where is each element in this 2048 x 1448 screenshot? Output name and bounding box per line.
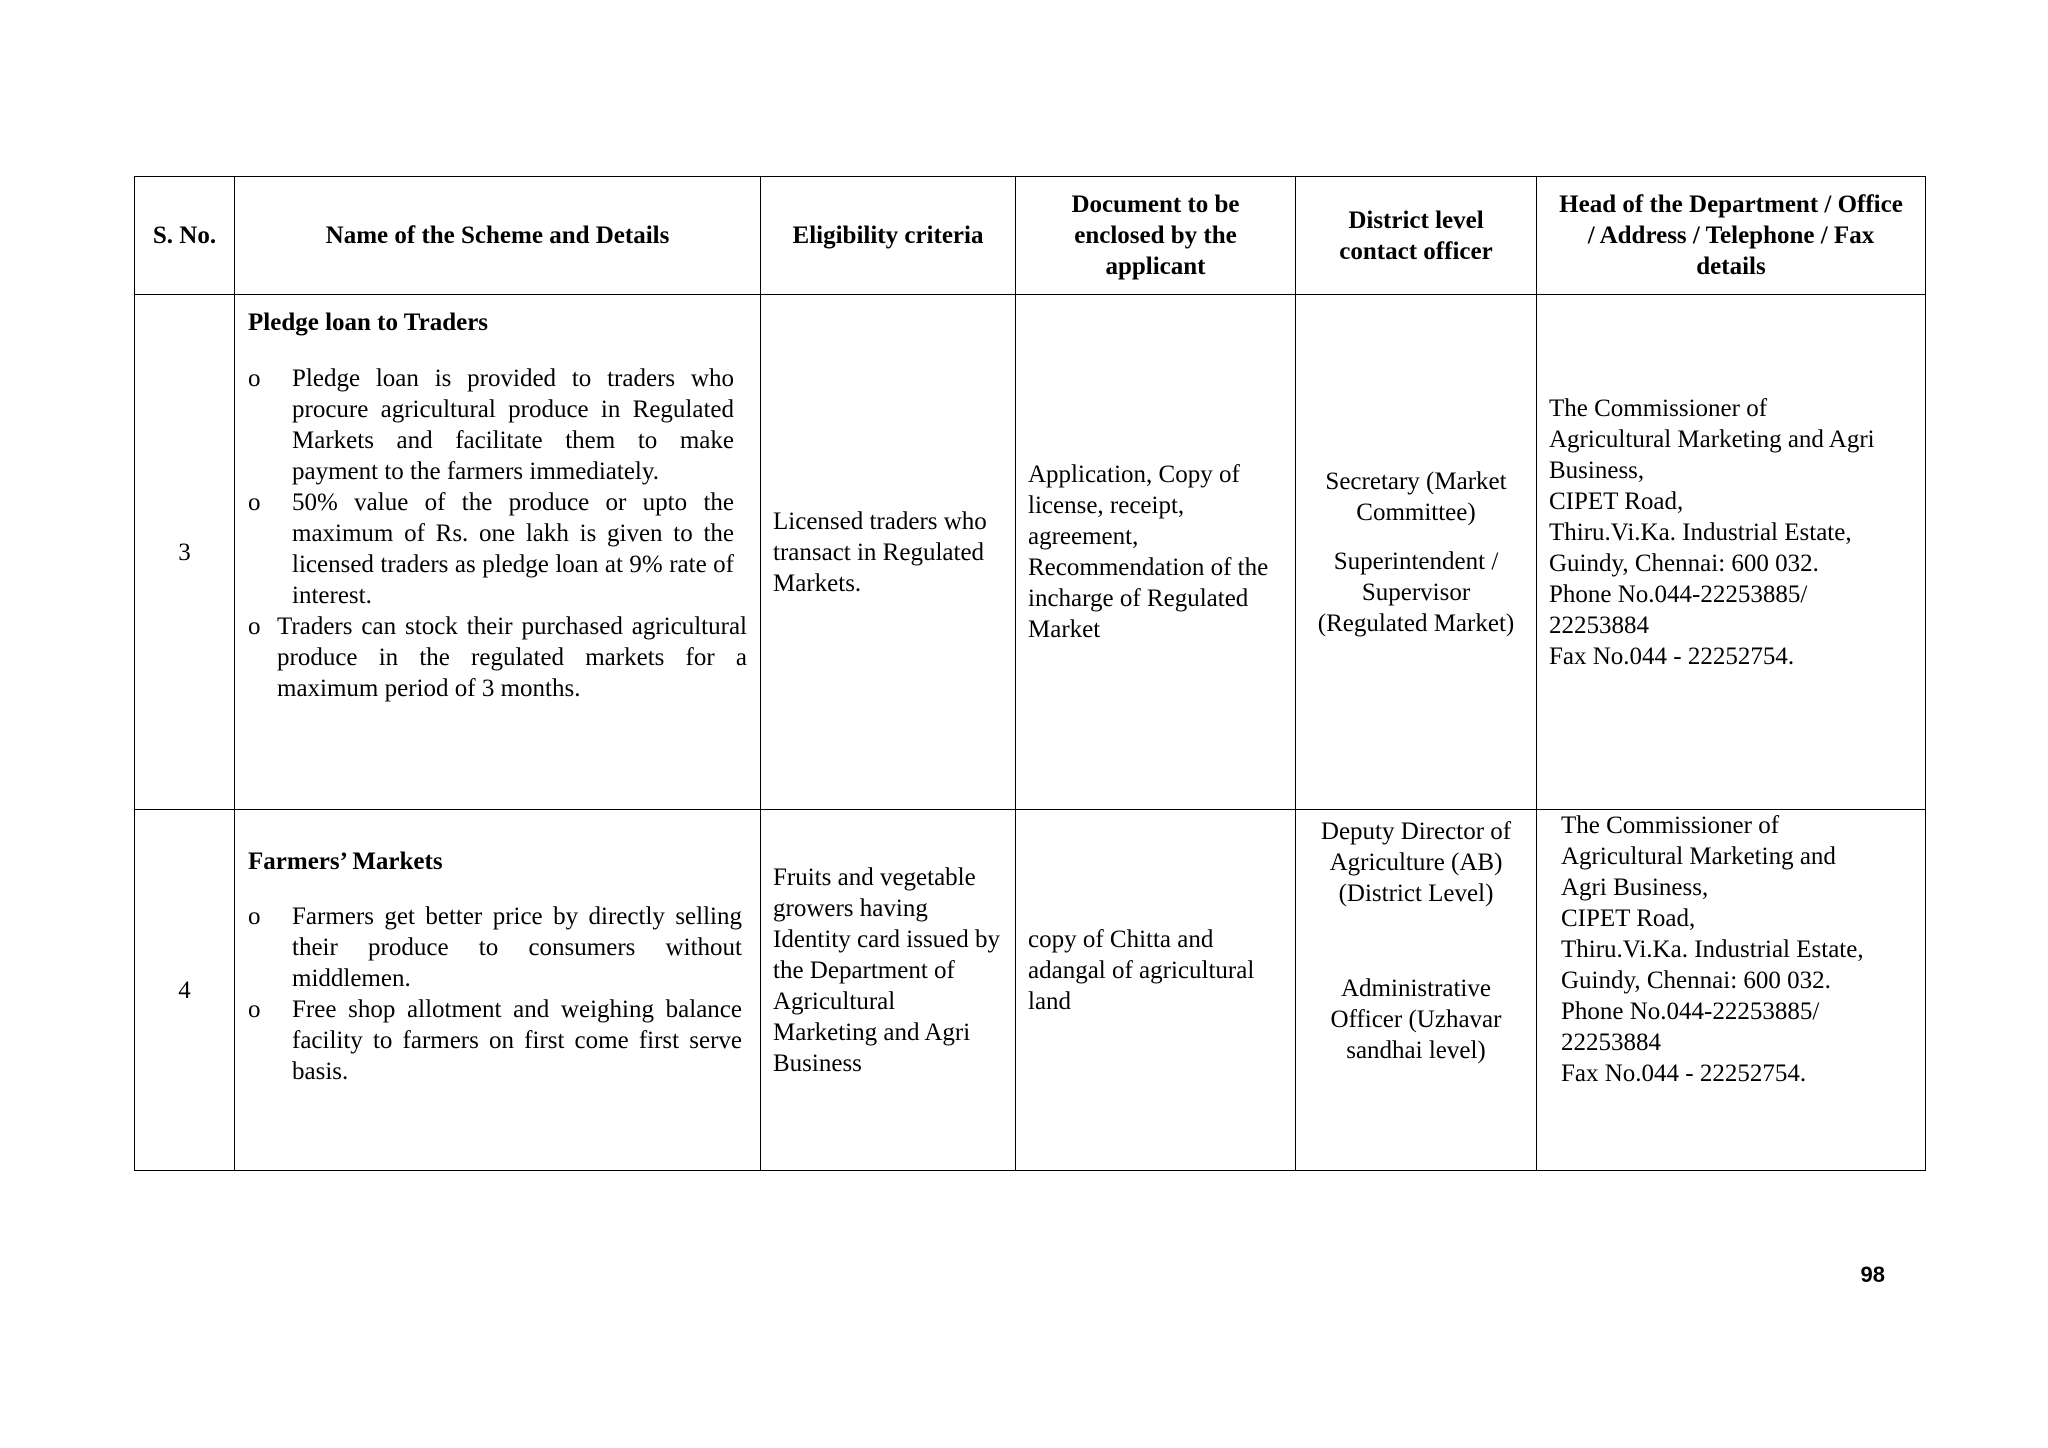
- bullet-text: Farmers get better price by directly selling their produce to consumers without middlemen.: [292, 903, 742, 992]
- page-number: 98: [1860, 1262, 1885, 1287]
- list-item: [248, 901, 742, 994]
- header-sno: S. No.: [135, 177, 235, 295]
- address-line: The Commissioner of: [1549, 394, 1768, 422]
- table-header-row: [135, 177, 1926, 295]
- list-item: [248, 611, 747, 704]
- address-line: 22253884: [1561, 1029, 1661, 1056]
- address-line: CIPET Road,: [1549, 487, 1684, 515]
- bullet-text: 50% value of the produce or upto the maximum of Rs. one lakh is given to the licensed traders as pledge loan at 9% rate of interest.: [292, 489, 734, 609]
- address-line: Agricultural Marketing and Agri: [1549, 425, 1875, 453]
- officer-entry: Secretary (Market Committee): [1325, 467, 1507, 526]
- address-line: Phone No.044-22253885/: [1561, 998, 1820, 1025]
- address-line: Guindy, Chennai: 600 032.: [1561, 967, 1831, 994]
- address-line: Agricultural Marketing and: [1561, 843, 1836, 870]
- eligibility-cell: Fruits and vegetable growers having Identity card issued by the Department of Agricultural Marketing and Agri Business: [761, 810, 1016, 1171]
- header-officer: District level contact officer: [1296, 177, 1537, 295]
- address-line: Fax No.044 - 22252754.: [1549, 642, 1795, 670]
- list-item: [248, 487, 734, 611]
- scheme-title: Pledge loan to Traders: [248, 309, 489, 336]
- scheme-cell: [235, 810, 761, 1171]
- list-item: [248, 363, 734, 487]
- schemes-table: [134, 176, 1926, 1171]
- bullet-text: Traders can stock their purchased agricultural produce in the regulated markets for a maximum period of 3 months.: [277, 613, 747, 702]
- officer-cell: [1296, 295, 1537, 810]
- address-line: Fax No.044 - 22252754.: [1561, 1060, 1807, 1087]
- table-row: [135, 295, 1926, 810]
- head-address-cell: [1537, 810, 1926, 1171]
- bullet-marker: o: [248, 613, 261, 640]
- address-line: Agri Business,: [1561, 874, 1709, 901]
- document-cell: copy of Chitta and adangal of agricultural land: [1016, 810, 1296, 1171]
- list-item: [248, 994, 742, 1087]
- address-line: The Commissioner of: [1561, 812, 1780, 839]
- address-line: Phone No.044-22253885/: [1549, 580, 1808, 608]
- officer-entry: Administrative Officer (Uzhavar sandhai level): [1330, 975, 1502, 1064]
- bullet-text: Free shop allotment and weighing balance facility to farmers on first come first serve basis.: [292, 996, 742, 1085]
- header-document: Document to be enclosed by the applicant: [1016, 177, 1296, 295]
- address-line: CIPET Road,: [1561, 905, 1696, 932]
- bullet-marker: o: [248, 903, 261, 930]
- address-line: Business,: [1549, 456, 1645, 484]
- header-eligibility: Eligibility criteria: [761, 177, 1016, 295]
- eligibility-cell: Licensed traders who transact in Regulated Markets.: [761, 295, 1016, 810]
- row-sno: 4: [135, 810, 235, 1171]
- bullet-marker: o: [248, 365, 261, 392]
- scheme-cell: [235, 295, 761, 810]
- bullet-marker: o: [248, 489, 261, 516]
- address-line: Thiru.Vi.Ka. Industrial Estate,: [1549, 518, 1852, 546]
- address-line: Thiru.Vi.Ka. Industrial Estate,: [1561, 936, 1864, 963]
- officer-entry: Deputy Director of Agriculture (AB) (District Level): [1320, 818, 1512, 907]
- head-address-cell: [1537, 295, 1926, 810]
- table-row: [135, 810, 1926, 1171]
- header-head: Head of the Department / Office / Address / Telephone / Fax details: [1537, 177, 1926, 295]
- bullet-text: Pledge loan is provided to traders who procure agricultural produce in Regulated Markets and facilitate them to make payment to the farmers immediately.: [292, 365, 734, 485]
- header-scheme: Name of the Scheme and Details: [235, 177, 761, 295]
- bullet-marker: o: [248, 996, 261, 1023]
- document-cell: Application, Copy of license, receipt, agreement, Recommendation of the incharge of Regulated Market: [1016, 295, 1296, 810]
- officer-entry: Superintendent / Supervisor (Regulated Market): [1317, 547, 1515, 637]
- officer-cell: [1296, 810, 1537, 1171]
- row-sno: 3: [135, 295, 235, 810]
- address-line: Guindy, Chennai: 600 032.: [1549, 549, 1819, 577]
- scheme-title: Farmers’ Markets: [248, 848, 443, 875]
- address-line: 22253884: [1549, 611, 1649, 639]
